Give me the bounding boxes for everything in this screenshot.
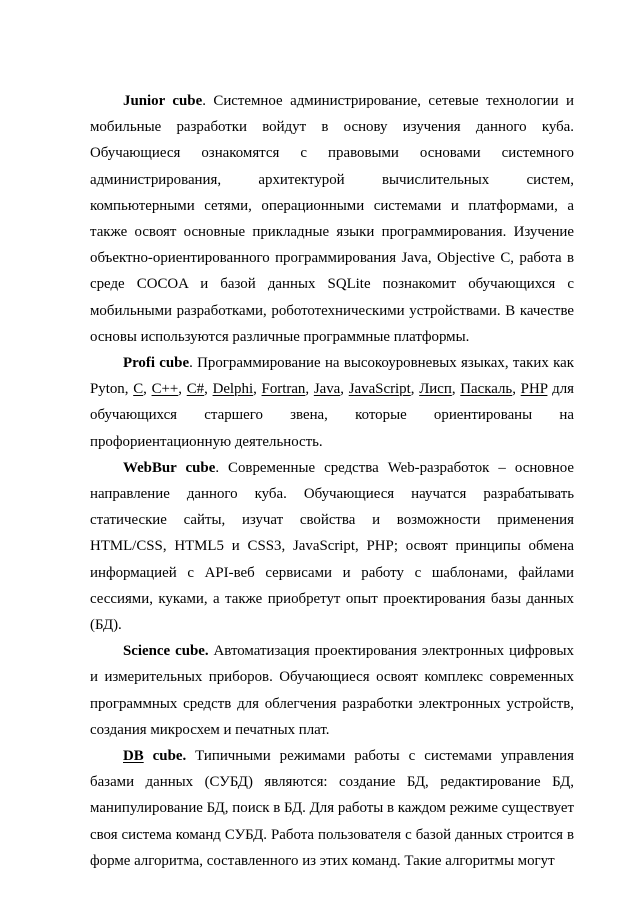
paragraph-text: Типичными режимами работы с системами управления базами данных (СУБД) являются: создание БД, редактирование БД, манипулирование БД, поиск в БД. Для работы в каждом режиме существует своя система команд СУБД. Работа пользователя с базой данных строится в форме алгоритма, составленного из этих команд. Такие алгоритмы могут (90, 748, 574, 869)
paragraph-science-cube (90, 638, 574, 743)
language-link-java[interactable]: Java (313, 381, 341, 398)
language-link-delphi[interactable]: Delphi (212, 381, 254, 398)
paragraph-text: Автоматизация проектирования электронных цифровых и измерительных приборов. Обучающиеся освоят комплекс современных программных средств для облегчения разработки электронных устройств, создания микросхем и печатных плат. (90, 643, 574, 738)
paragraph-junior-cube (90, 88, 574, 350)
paragraph-text: для обучающихся старшего звена, которые ориентированы на профориентационную деятельность. (90, 381, 574, 450)
paragraph-db-cube (90, 743, 574, 874)
paragraph-text: . Программирование на высокоуровневых языках, таких как Pyton, (90, 355, 574, 398)
language-link-csharp[interactable]: C# (186, 381, 205, 398)
paragraph-title: cube. (143, 748, 187, 765)
paragraph-text: . Системное администрирование, сетевые технологии и мобильные разработки войдут в основу изучения данного куба. Обучающиеся ознакомятся с правовыми основами системного администрирования, архитектурой вычислительных систем, компьютерными сетями, операционными системами и платформами, а также освоят основные прикладные языки программирования. Изучение объектно-ориентированного программирования Java, Objective C, работа в среде COCOA и базой данных SQLite познакомит обучающихся с мобильными разработками, робототехническими устройствами. В качестве основы используются различные программные платформы. (90, 93, 574, 345)
paragraph-title: WebBur cube (123, 459, 216, 476)
paragraph-title: Junior cube (123, 93, 203, 109)
paragraph-webbur-cube (90, 455, 574, 638)
document-body (90, 88, 574, 874)
language-link-lisp[interactable]: Лисп (419, 381, 452, 398)
language-link-php[interactable]: PHP (520, 381, 548, 398)
language-link-cpp[interactable]: C++ (151, 381, 179, 398)
paragraph-title: Science cube. (123, 643, 209, 660)
paragraph-text: . Современные средства Web-разработок – основное направление данного куба. Обучающиеся научатся разрабатывать статические сайты, изучат свойства и возможности применения HTML/CSS, HTML5 и CSS3, JavaScript, PHP; освоят принципы обмена информацией с API-веб сервисами и работу с шаблонами, файлами сессиями, куками, а также приобретут опыт проектирования базы данных (БД). (90, 459, 574, 634)
paragraph-title: Profi cube (123, 355, 190, 372)
language-link-c[interactable]: C (133, 381, 144, 398)
paragraph-profi-cube: Profi cube. Программирование на высокоуровневых языках, таких как Pyton, C, C++, C#, Delphi, Fortran, Java, JavaScript, Лисп, Паскаль, PHP для обучающихся старшего звена, которые ориентированы на профориентационную деятельность. (90, 355, 574, 450)
paragraph-title-underlined: DB (123, 748, 144, 765)
language-link-fortran[interactable]: Fortran (261, 381, 306, 398)
language-link-pascal[interactable]: Паскаль (460, 381, 513, 398)
language-link-javascript[interactable]: JavaScript (348, 381, 411, 398)
